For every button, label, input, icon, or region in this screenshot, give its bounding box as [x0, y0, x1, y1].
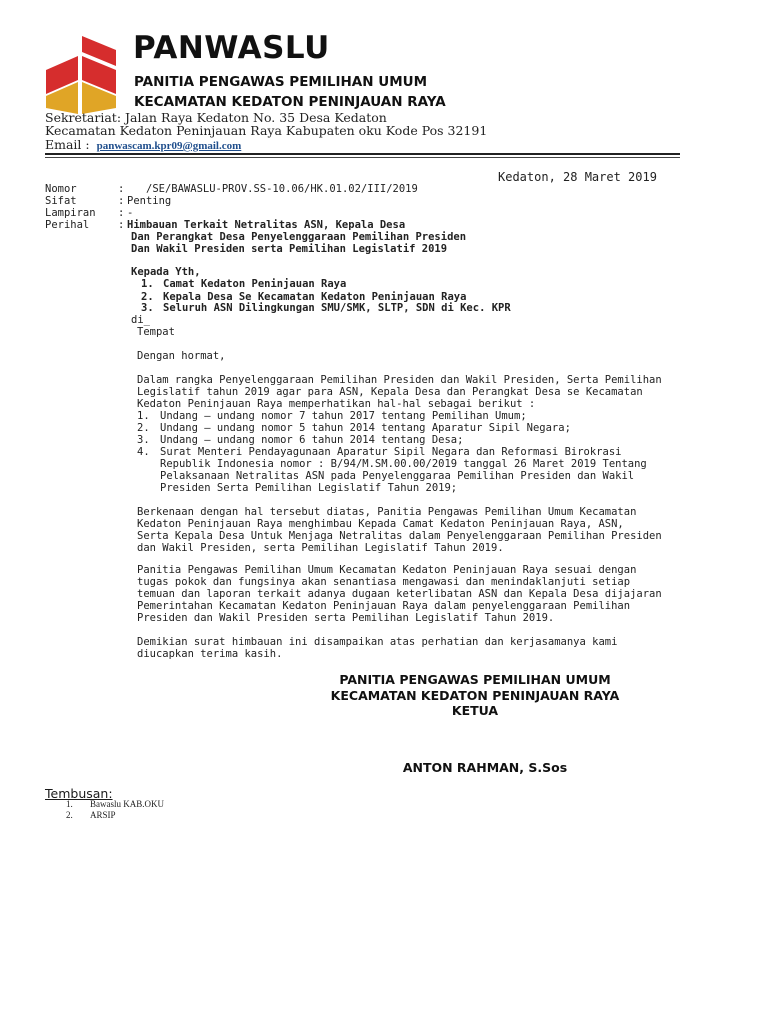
para2-line: dan Wakil Presiden, serta Pemilihan Legislatif Tahun 2019. — [137, 542, 504, 554]
email-link[interactable]: panwascam.kpr09@gmail.com — [96, 140, 242, 152]
letter-date: Kedaton, 28 Maret 2019 — [498, 170, 657, 184]
law-text: Undang – undang nomor 7 tahun 2017 tentang Pemilihan Umum; — [160, 410, 527, 422]
signatory-name: ANTON RAHMAN, S.Sos — [402, 760, 568, 775]
law-text: Undang – undang nomor 6 tahun 2014 tentang Desa; — [160, 434, 464, 446]
meta-label-nomor: Nomor — [45, 183, 77, 195]
meta-value-nomor: /SE/BAWASLU-PROV.SS-10.06/HK.01.02/III/2019 — [146, 183, 418, 195]
meta-value-lampiran: - — [127, 207, 134, 219]
intro-line: Dalam rangka Penyelenggaraan Pemilihan Presiden dan Wakil Presiden, Serta Pemilihan — [137, 374, 662, 386]
law-text: Surat Menteri Pendayagunaan Aparatur Sipil Negara dan Reformasi Birokrasi — [160, 446, 622, 458]
tembusan-title: Tembusan: — [45, 786, 113, 801]
recipients-heading: Kepada Yth, — [131, 266, 201, 278]
para3-line: temuan dan laporan terkait adanya dugaan keterlibatan ASN dan Kepala Desa dijajaran — [137, 588, 662, 600]
greeting: Dengan hormat, — [137, 350, 226, 362]
recipient-num: 3. — [141, 302, 154, 314]
perihal-continuation: Dan Perangkat Desa Penyelenggaraan Pemilihan Presiden — [131, 231, 467, 243]
para2-line: Kedaton Peninjauan Raya menghimbau Kepada Camat Kedaton Peninjauan Raya, ASN, — [137, 518, 624, 530]
law-num: 1. — [137, 410, 150, 422]
tembusan-item: ARSIP — [90, 810, 116, 820]
para2-line: Serta Kepala Desa Untuk Menjaga Netralitas dalam Penyelenggaraan Pemilihan Presiden — [137, 530, 662, 542]
recipients-di: di_ — [131, 314, 150, 326]
signature-line-1: PANITIA PENGAWAS PEMILIHAN UMUM — [339, 672, 611, 687]
recipient-item: Camat Kedaton Peninjauan Raya — [163, 278, 347, 290]
law-num: 2. — [137, 422, 150, 434]
signature-line-3: KETUA — [451, 703, 499, 718]
law-num: 3. — [137, 434, 150, 446]
law-text: Presiden Serta Pemilihan Legislatif Tahun 2019; — [160, 482, 458, 494]
para3-line: tugas pokok dan fungsinya akan senantiasa mengawasi dan menindaklanjuti setiap — [137, 576, 631, 588]
org-name: PANWASLU — [133, 30, 330, 66]
meta-colon: : — [118, 183, 125, 195]
meta-label-sifat: Sifat — [45, 195, 77, 207]
email-row — [45, 137, 241, 152]
law-text: Pelaksanaan Netralitas ASN pada Penyelenggaraa Pemilihan Presiden dan Wakil — [160, 470, 635, 482]
header-divider-thin — [45, 157, 680, 158]
meta-colon: : — [118, 219, 125, 231]
intro-line: Legislatif tahun 2019 agar para ASN, Kepala Desa dan Perangkat Desa se Kecamatan — [137, 386, 643, 398]
meta-colon: : — [118, 195, 125, 207]
meta-label-lampiran: Lampiran — [45, 207, 96, 219]
para3-line: Presiden dan Wakil Presiden serta Pemilihan Legislatif Tahun 2019. — [137, 612, 555, 624]
para3-line: Panitia Pengawas Pemilihan Umum Kecamatan Kedaton Peninjauan Raya sesuai dengan — [137, 564, 637, 576]
meta-value-perihal: Himbauan Terkait Netralitas ASN, Kepala Desa — [127, 219, 406, 231]
org-line-2: KECAMATAN KEDATON PENINJAUAN RAYA — [134, 94, 446, 110]
email-label: Email : — [45, 137, 90, 152]
meta-value-sifat: Penting — [127, 195, 172, 207]
law-num: 4. — [137, 446, 150, 458]
tembusan-num: 2. — [66, 810, 73, 820]
recipient-item: Seluruh ASN Dilingkungan SMU/SMK, SLTP, SDN di Kec. KPR — [163, 302, 511, 314]
recipient-num: 1. — [141, 278, 154, 290]
law-text: Republik Indonesia nomor : B/94/M.SM.00.00/2019 tanggal 26 Maret 2019 Tentang — [160, 458, 647, 470]
para4-line: diucapkan terima kasih. — [137, 648, 283, 660]
header-divider-thick — [45, 153, 680, 155]
recipient-num: 2. — [141, 291, 154, 303]
panwaslu-logo-icon — [42, 36, 120, 114]
address-line-2: Kecamatan Kedaton Peninjauan Raya Kabupaten oku Kode Pos 32191 — [45, 123, 488, 138]
tembusan-item: Bawaslu KAB.OKU — [90, 799, 164, 809]
meta-colon: : — [118, 207, 125, 219]
recipient-item: Kepala Desa Se Kecamatan Kedaton Peninjauan Raya — [163, 291, 467, 303]
recipients-tempat: Tempat — [137, 326, 175, 338]
meta-label-perihal: Perihal — [45, 219, 90, 231]
para2-line: Berkenaan dengan hal tersebut diatas, Panitia Pengawas Pemilihan Umum Kecamatan — [137, 506, 637, 518]
law-text: Undang – undang nomor 5 tahun 2014 tentang Aparatur Sipil Negara; — [160, 422, 571, 434]
org-line-1: PANITIA PENGAWAS PEMILIHAN UMUM — [134, 74, 428, 90]
address-line-1: Sekretariat: Jalan Raya Kedaton No. 35 Desa Kedaton — [45, 110, 387, 125]
tembusan-num: 1. — [66, 799, 73, 809]
para4-line: Demikian surat himbauan ini disampaikan atas perhatian dan kerjasamanya kami — [137, 636, 618, 648]
para3-line: Pemerintahan Kecamatan Kedaton Peninjauan Raya dalam penyelenggaraan Pemilihan — [137, 600, 631, 612]
perihal-continuation: Dan Wakil Presiden serta Pemilihan Legislatif 2019 — [131, 243, 448, 255]
intro-line: Kedaton Peninjauan Raya memperhatikan hal-hal sebagai berikut : — [137, 398, 536, 410]
signature-line-2: KECAMATAN KEDATON PENINJAUAN RAYA — [330, 688, 620, 703]
